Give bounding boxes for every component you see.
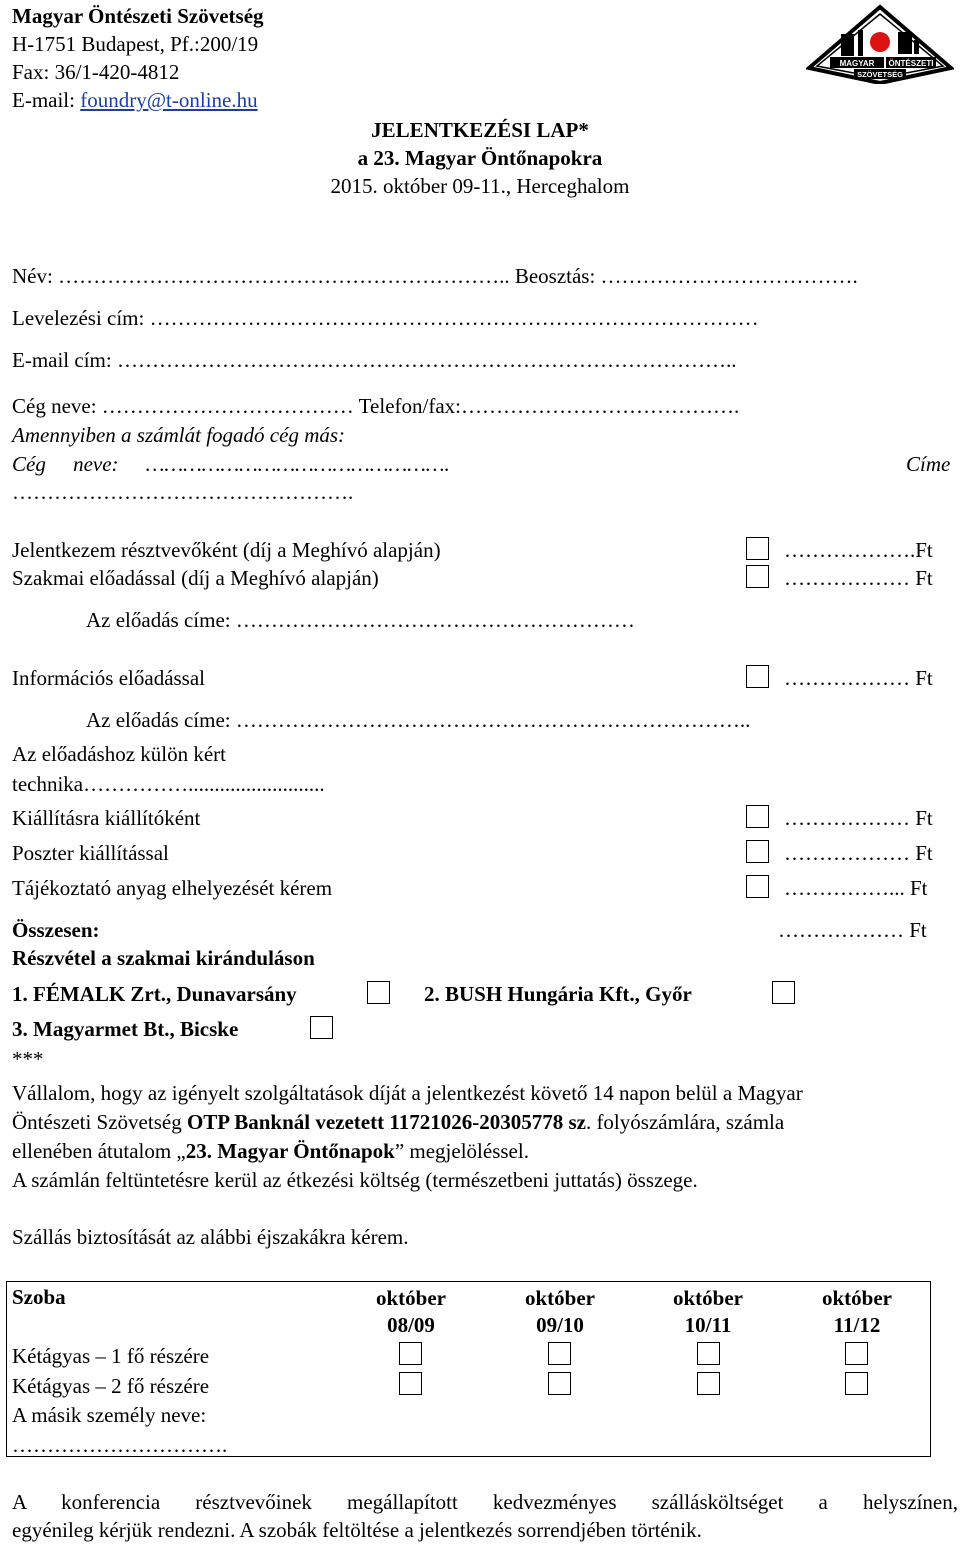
mosz-logo xyxy=(806,4,954,84)
separator-stars: *** xyxy=(12,1047,44,1071)
night-header-1011: október 10/11 xyxy=(673,1286,743,1338)
excursion-option-3-label: 3. Magyarmet Bt., Bicske xyxy=(12,1017,239,1041)
excursion-option-1-checkbox[interactable] xyxy=(367,981,390,1004)
double2-1112-checkbox[interactable] xyxy=(845,1372,868,1395)
excursion-option-1-label: 1. FÉMALK Zrt., Dunavarsány xyxy=(12,982,297,1006)
payment-line-3: ellenében átutalom „23. Magyar Öntőnapok” megjelöléssel. xyxy=(12,1139,529,1163)
night-header-0809: október 08/09 xyxy=(376,1286,446,1338)
excursion-option-3-checkbox[interactable] xyxy=(310,1016,333,1039)
talk-title-field-2[interactable]: Az előadás címe: ……………………………………………………………….. xyxy=(86,708,751,732)
excursion-heading: Részvétel a szakmai kiránduláson xyxy=(12,946,315,970)
excursion-option-2-label: 2. BUSH Hungária Kft., Győr xyxy=(424,982,692,1006)
tech-field[interactable]: technika…………….......................... xyxy=(12,772,325,796)
info-talk-label: Információs előadással xyxy=(12,666,206,690)
poster-label: Poszter kiállítással xyxy=(12,841,169,865)
double1-1112-checkbox[interactable] xyxy=(845,1342,868,1365)
lecture-checkbox[interactable] xyxy=(746,565,769,588)
exhibitor-checkbox[interactable] xyxy=(746,805,769,828)
svg-text:ÖNTÉSZETI: ÖNTÉSZETI xyxy=(888,59,934,68)
mail-address-field[interactable]: Levelezési cím: …………………………………………………………………………… xyxy=(12,306,759,330)
excursion-option-2-checkbox[interactable] xyxy=(772,981,795,1004)
company-field[interactable]: Cég neve: ……………………………… Telefon/fax:…………………………………. xyxy=(12,394,740,418)
info-talk-amount[interactable]: ……………… Ft xyxy=(784,666,933,690)
double1-1011-checkbox[interactable] xyxy=(697,1342,720,1365)
double1-0910-checkbox[interactable] xyxy=(548,1342,571,1365)
email-link[interactable]: foundry@t-online.hu xyxy=(80,88,258,112)
exhibitor-label: Kiállításra kiállítóként xyxy=(12,806,201,830)
org-email xyxy=(12,88,258,112)
tech-label: Az előadáshoz külön kért xyxy=(12,742,227,766)
double2-0910-checkbox[interactable] xyxy=(548,1372,571,1395)
exhibitor-amount[interactable]: ……………… Ft xyxy=(784,806,933,830)
lodging-request: Szállás biztosítását az alábbi éjszakákra kérem. xyxy=(12,1225,409,1249)
night-header-1112: október 11/12 xyxy=(822,1286,892,1338)
invoice-address-field[interactable]: …………………………………………. xyxy=(12,480,354,504)
meal-cost-note: A számlán feltüntetésre kerül az étkezési költség (természetbeni juttatás) összege. xyxy=(12,1168,698,1192)
email-field[interactable]: E-mail cím: …………………………………………………………………………….. xyxy=(12,348,737,372)
double2-0809-checkbox[interactable] xyxy=(399,1372,422,1395)
room-row-double-2: Kétágyas – 2 fő részére xyxy=(12,1374,210,1398)
invoice-note: Amennyiben a számlát fogadó cég más: xyxy=(12,423,346,447)
name-field[interactable]: Név: ……………………………………………………….. Beosztás: ………………………………. xyxy=(12,264,858,288)
option-lecture-label: Szakmai előadással (díj a Meghívó alapján) xyxy=(12,566,379,590)
org-name: Magyar Öntészeti Szövetség xyxy=(12,4,264,28)
poster-amount[interactable]: ……………… Ft xyxy=(784,841,933,865)
room-column-header: Szoba xyxy=(12,1285,66,1309)
double2-1011-checkbox[interactable] xyxy=(697,1372,720,1395)
lecture-amount[interactable]: ……………… Ft xyxy=(784,566,933,590)
participant-amount[interactable]: ……………….Ft xyxy=(784,538,933,562)
other-person-label: A másik személy neve: xyxy=(12,1403,207,1427)
invoice-address-label: Címe xyxy=(906,452,951,476)
brochure-amount[interactable]: ……………... Ft xyxy=(784,876,928,900)
org-fax: Fax: 36/1-420-4812 xyxy=(12,60,180,84)
info-talk-checkbox[interactable] xyxy=(746,665,769,688)
other-person-field[interactable]: …………………………. xyxy=(12,1433,228,1457)
poster-checkbox[interactable] xyxy=(746,840,769,863)
footer-line-1: A konferencia résztvevőinek megállapított kedvezményes szállásköltséget a helyszínen, xyxy=(12,1490,958,1514)
option-participant-label: Jelentkezem résztvevőként (díj a Meghívó alapján) xyxy=(12,538,441,562)
svg-text:MAGYAR: MAGYAR xyxy=(839,59,875,68)
invoice-company-field[interactable]: Cég neve: …………………………………………. xyxy=(12,452,450,476)
event-date: 2015. október 09-11., Herceghalom xyxy=(330,174,630,198)
footer-line-2: egyénileg kérjük rendezni. A szobák feltöltése a jelentkezés sorrendjében történik. xyxy=(12,1518,702,1542)
brochure-checkbox[interactable] xyxy=(746,875,769,898)
payment-line-1: Vállalom, hogy az igényelt szolgáltatások díját a jelentkezést követő 14 napon belül a Magyar xyxy=(12,1081,803,1105)
total-amount[interactable]: ……………… Ft xyxy=(778,918,927,942)
svg-text:SZÖVETSÉG: SZÖVETSÉG xyxy=(857,70,903,79)
night-header-0910: október 09/10 xyxy=(525,1286,595,1338)
total-label: Összesen: xyxy=(12,918,100,942)
double1-0809-checkbox[interactable] xyxy=(399,1342,422,1365)
payment-line-2: Öntészeti Szövetség OTP Banknál vezetett 11721026-20305778 sz. folyószámlára, számla xyxy=(12,1110,785,1134)
email-label: E-mail: xyxy=(12,88,81,112)
org-address: H-1751 Budapest, Pf.:200/19 xyxy=(12,32,259,56)
room-row-double-1: Kétágyas – 1 fő részére xyxy=(12,1344,210,1368)
participant-checkbox[interactable] xyxy=(746,537,769,560)
event-name: a 23. Magyar Öntőnapokra xyxy=(357,146,603,170)
brochure-label: Tájékoztató anyag elhelyezését kérem xyxy=(12,876,333,900)
form-title: JELENTKEZÉSI LAP* xyxy=(371,118,589,142)
talk-title-field-1[interactable]: Az előadás címe: ………………………………………………… xyxy=(86,608,635,632)
